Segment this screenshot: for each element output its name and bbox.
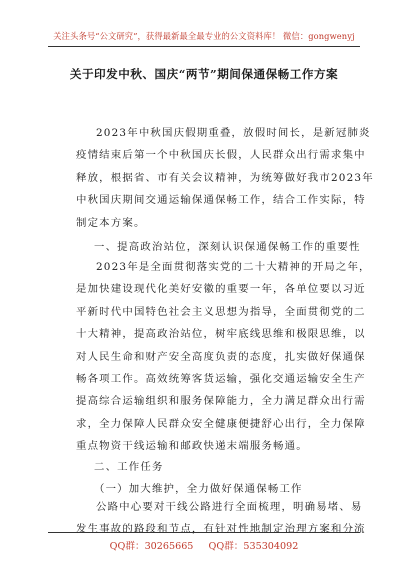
text-line: 提高综合运输组织和服务保障能力，全力满足群众出行需 [76, 395, 366, 408]
text-line: 畅各项工作。高效统筹客货运输，强化交通运输安全生产 [76, 373, 366, 386]
text-line: 疫情结束后第一个中秋国庆长假，人民群众出行需求集中 [76, 149, 366, 162]
text-line: 制定本方案。 [76, 216, 146, 229]
header-banner: 关注头条号“公文研究”，获得最新最全最专业的公文资料库！ 微信：gongwenyj [53, 31, 355, 41]
section-1-paragraph [76, 256, 371, 458]
footer-divider [48, 532, 360, 533]
text-line: 2023年中秋国庆假期重叠，放假时间长，是新冠肺炎 [96, 127, 371, 139]
text-line: 是加快建设现代化美好安徽的重要一年，各单位要以习近 [76, 283, 366, 296]
text-line: 2023年是全面贯彻落实党的二十大精神的开局之年， [96, 261, 371, 273]
subsection-1-paragraph [76, 496, 366, 541]
text-line: 公路中心要对干线公路进行全面梳理，明确易堵、易 [96, 501, 363, 513]
document-title: 关于印发中秋、国庆“两节”期间保通保畅工作方案 [69, 67, 339, 81]
text-line: 中秋国庆期间交通运输保通保畅工作，结合工作实际，特 [76, 194, 366, 207]
section-1-heading: 一、提高政治站位，深刻认识保通保畅工作的重要性 [94, 241, 361, 253]
text-line: 平新时代中国特色社会主义思想为指导，全面贯彻党的二 [76, 305, 366, 318]
footer-qq-group-1: QQ群：30265665 [109, 541, 194, 552]
text-line: 十大精神，提高政治站位，树牢底线思维和极限思维，以 [76, 328, 366, 341]
text-line: 重点物资干线运输和邮政快递末端服务畅通。 [76, 440, 308, 453]
text-line: 释放，根据省、市有关会议精神，为统筹做好我市2023年 [76, 171, 374, 184]
text-line: 发生事故的路段和节点，有针对性地制定治理方案和分流 [76, 523, 366, 536]
footer [0, 538, 408, 552]
intro-paragraph [76, 122, 374, 234]
text-line: 求，全力保障人民群众安全健康便捷舒心出行，全力保障 [76, 417, 366, 430]
subsection-1-heading: （一）加大维护，全力做好保通保畅工作 [94, 483, 303, 495]
header-divider [48, 46, 360, 47]
footer-qq-group-2: QQ群：535304092 [208, 541, 299, 552]
text-line: 对人民生命和财产安全高度负责的态度，扎实做好保通保 [76, 350, 366, 363]
section-2-heading: 二、工作任务 [94, 461, 164, 473]
